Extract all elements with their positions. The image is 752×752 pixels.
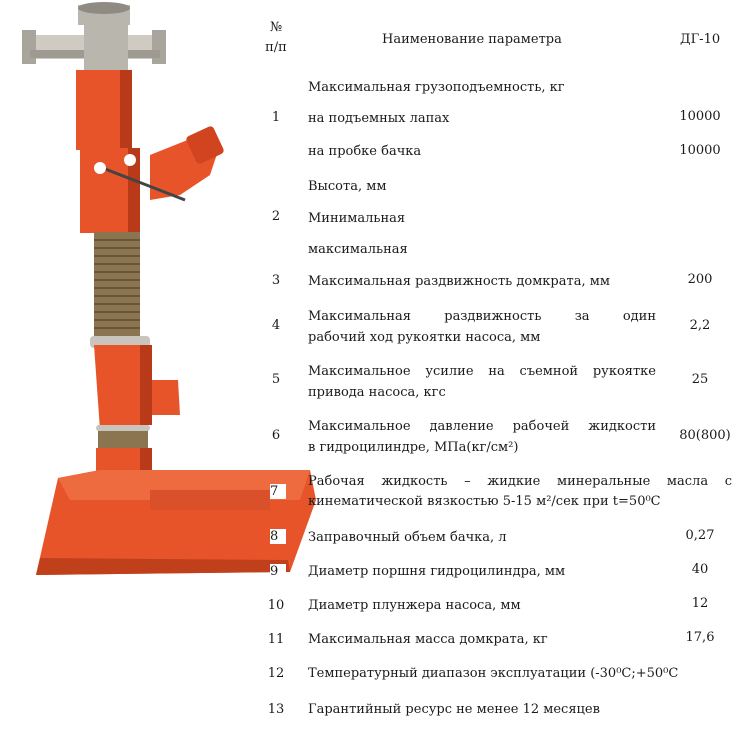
header-num-line1: № <box>269 20 283 35</box>
row1-val1: 10000 <box>679 109 721 124</box>
row1-num: 1 <box>271 110 281 125</box>
row3-val: 200 <box>687 272 713 287</box>
row6-val: 80(800) <box>679 428 731 443</box>
header-model: ДГ-10 <box>680 32 721 47</box>
row4-text1: Максимальная раздвижность за один <box>308 309 656 324</box>
row11-val: 17,6 <box>685 630 715 645</box>
row4-text2: рабочий ход рукоятки насоса, мм <box>308 330 541 345</box>
row10-val: 12 <box>691 596 709 611</box>
row9-val: 40 <box>691 562 709 577</box>
row13-text: Гарантийный ресурс не менее 12 месяцев <box>308 702 600 717</box>
row7-text1: Рабочая жидкость – жидкие минеральные масла с <box>308 474 732 489</box>
row11-num: 11 <box>267 632 285 647</box>
row5-text1: Максимальное усилие на съемной рукоятке <box>308 364 656 379</box>
header-num-line2: п/п <box>265 40 287 55</box>
header-param: Наименование параметра <box>382 32 562 47</box>
row2-title: Высота, мм <box>308 179 387 194</box>
row7-text2: кинематической вязкостью 5-15 м²/сек при t=50⁰С <box>308 494 661 509</box>
row10-num: 10 <box>267 598 285 613</box>
row1-title: Максимальная грузоподъемность, кг <box>308 80 565 95</box>
hydraulic-jack-image <box>0 0 320 600</box>
row5-num: 5 <box>271 372 281 387</box>
row3-text: Максимальная раздвижность домкрата, мм <box>308 274 610 289</box>
row12-num: 12 <box>267 666 285 681</box>
row1-sub1: на подъемных лапах <box>308 111 450 126</box>
row6-num: 6 <box>271 428 281 443</box>
row7-num: 7 <box>270 484 286 499</box>
row13-num: 13 <box>267 702 285 717</box>
row4-num: 4 <box>271 318 281 333</box>
row9-text: Диаметр поршня гидроцилиндра, мм <box>308 564 566 579</box>
row3-num: 3 <box>271 273 281 288</box>
row8-num: 8 <box>270 529 286 544</box>
row12-text: Температурный диапазон эксплуатации (-30⁰С;+50⁰С <box>308 666 679 681</box>
row2-sub1: Минимальная <box>308 211 406 226</box>
row4-val: 2,2 <box>689 318 711 333</box>
row9-num: 9 <box>270 564 286 579</box>
row1-sub2: на пробке бачка <box>308 144 422 159</box>
row1-val2: 10000 <box>679 143 721 158</box>
row6-text1: Максимальное давление рабочей жидкости <box>308 419 656 434</box>
row5-val: 25 <box>691 372 709 387</box>
row8-val: 0,27 <box>685 528 715 543</box>
row2-num: 2 <box>271 209 281 224</box>
row6-text2: в гидроцилиндре, МПа(кг/см²) <box>308 440 519 455</box>
row10-text: Диаметр плунжера насоса, мм <box>308 598 521 613</box>
row2-sub2: максимальная <box>308 242 408 257</box>
row8-text: Заправочный объем бачка, л <box>308 530 507 545</box>
row5-text2: привода насоса, кгс <box>308 385 446 400</box>
row11-text: Максимальная масса домкрата, кг <box>308 632 548 647</box>
